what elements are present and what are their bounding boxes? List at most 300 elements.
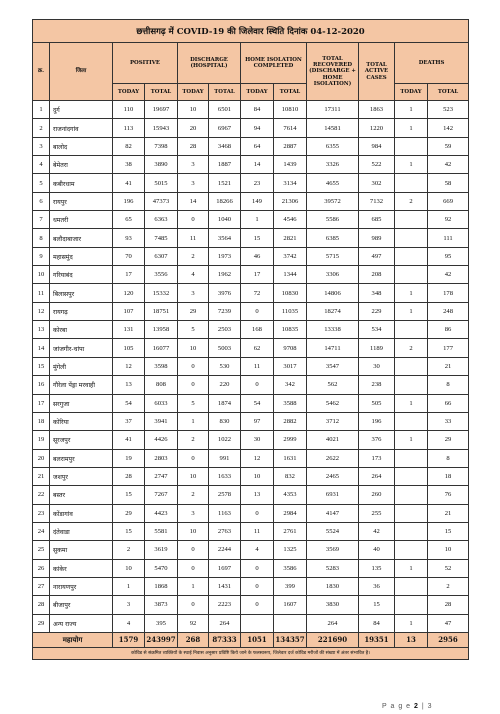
district-cell: अन्य राज्य (50, 614, 113, 632)
positive-total-cell: 13958 (145, 321, 178, 339)
district-cell: जांजगीर-चांपा (50, 339, 113, 357)
covid-district-report (32, 19, 468, 660)
home-isolation-today-cell: 72 (241, 284, 274, 302)
deaths-today-cell: 1 (395, 394, 428, 412)
deaths-today-cell (395, 577, 428, 595)
home-isolation-total-cell: 7614 (274, 119, 307, 137)
positive-total-cell: 19697 (145, 101, 178, 119)
discharge-total-cell: 830 (209, 412, 241, 430)
district-cell: कबीरधाम (50, 174, 113, 192)
discharge-today-cell: 3 (178, 504, 209, 522)
total-recovered-cell: 5524 (307, 522, 359, 540)
total-recovered-cell: 6385 (307, 229, 359, 247)
home-isolation-total-cell: 2821 (274, 229, 307, 247)
table-row (33, 376, 469, 394)
sno-cell: 27 (33, 577, 50, 595)
home-isolation-today-cell: 149 (241, 192, 274, 210)
grand-total-row (33, 632, 469, 647)
positive-today-cell: 2 (113, 541, 145, 559)
total-recovered-cell: 13338 (307, 321, 359, 339)
total-recovered-cell: 1830 (307, 577, 359, 595)
home-isolation-total-cell: 10830 (274, 284, 307, 302)
discharge-total-cell: 1697 (209, 559, 241, 577)
deaths-today-cell (395, 211, 428, 229)
deaths-total-cell: 2 (428, 577, 469, 595)
home-isolation-total-cell: 399 (274, 577, 307, 595)
home-isolation-today-cell: 30 (241, 431, 274, 449)
discharge-total-cell: 1521 (209, 174, 241, 192)
table-row (33, 229, 469, 247)
home-isolation-total-cell: 832 (274, 467, 307, 485)
deaths-total-cell: 177 (428, 339, 469, 357)
home-isolation-total-cell: 10835 (274, 321, 307, 339)
total-recovered-cell: 6355 (307, 137, 359, 155)
discharge-total-cell: 1022 (209, 431, 241, 449)
total-recovered-cell: 4655 (307, 174, 359, 192)
discharge-today-cell: 2 (178, 247, 209, 265)
home-isolation-today-cell: 13 (241, 486, 274, 504)
discharge-today-cell: 10 (178, 101, 209, 119)
district-cell: राजनांदगांव (50, 119, 113, 137)
deaths-total-cell: 18 (428, 467, 469, 485)
positive-total-cell: 3941 (145, 412, 178, 430)
home-isolation-today-cell: 4 (241, 541, 274, 559)
sno-cell: 7 (33, 211, 50, 229)
positive-total-cell: 2803 (145, 449, 178, 467)
deaths-today-cell: 1 (395, 302, 428, 320)
district-cell: बलरामपुर (50, 449, 113, 467)
home-isolation-total-cell: 9708 (274, 339, 307, 357)
active-cases-cell: 505 (359, 394, 395, 412)
positive-today-cell: 113 (113, 119, 145, 137)
positive-total-cell: 3873 (145, 596, 178, 614)
discharge-today-cell: 92 (178, 614, 209, 632)
district-cell: कोरबा (50, 321, 113, 339)
discharge-total-cell: 3976 (209, 284, 241, 302)
deaths-total-cell: 21 (428, 357, 469, 375)
sno-cell: 10 (33, 266, 50, 284)
home-isolation-total-cell: 2999 (274, 431, 307, 449)
positive-today-cell: 196 (113, 192, 145, 210)
deaths-today-total-cell: 13 (395, 632, 428, 647)
active-cases-cell: 348 (359, 284, 395, 302)
active-cases-cell: 7132 (359, 192, 395, 210)
sno-cell: 18 (33, 412, 50, 430)
deaths-today-cell (395, 321, 428, 339)
table-row (33, 486, 469, 504)
home-isolation-today-cell: 14 (241, 156, 274, 174)
home-isolation-total-cell: 3134 (274, 174, 307, 192)
district-cell: बेमेतरा (50, 156, 113, 174)
home-isolation-today-cell: 0 (241, 376, 274, 394)
positive-total-cell: 3556 (145, 266, 178, 284)
home-isolation-today-cell: 168 (241, 321, 274, 339)
discharge-today-cell: 3 (178, 284, 209, 302)
positive-header: POSITIVE (113, 43, 178, 84)
sno-cell: 20 (33, 449, 50, 467)
total-recovered-cell: 4021 (307, 431, 359, 449)
deaths-total-cell: 86 (428, 321, 469, 339)
home-isolation-total-cell: 11035 (274, 302, 307, 320)
deaths-total-cell: 95 (428, 247, 469, 265)
district-cell: मुंगेली (50, 357, 113, 375)
home-isolation-total-cell: 342 (274, 376, 307, 394)
total-recovered-cell: 3306 (307, 266, 359, 284)
home-isolation-total-cell (274, 614, 307, 632)
district-cell: सरगुजा (50, 394, 113, 412)
positive-today-cell: 28 (113, 467, 145, 485)
table-row (33, 266, 469, 284)
deaths-total-cell: 42 (428, 266, 469, 284)
positive-today-cell: 38 (113, 156, 145, 174)
deaths-today-header: TODAY (395, 84, 428, 101)
table-row (33, 614, 469, 632)
discharge-total-cell: 1887 (209, 156, 241, 174)
sno-cell: 14 (33, 339, 50, 357)
positive-total-cell: 16077 (145, 339, 178, 357)
active-cases-header: TOTAL ACTIVE CASES (359, 43, 395, 101)
discharge-today-cell: 10 (178, 522, 209, 540)
deaths-total-cell: 8 (428, 449, 469, 467)
positive-today-cell: 70 (113, 247, 145, 265)
discharge-total-cell: 18266 (209, 192, 241, 210)
discharge-today-cell: 0 (178, 541, 209, 559)
sno-cell: 11 (33, 284, 50, 302)
sno-header: क्र. (33, 43, 50, 101)
table-row (33, 174, 469, 192)
table-row (33, 522, 469, 540)
discharge-today-cell: 29 (178, 302, 209, 320)
home-isolation-today-cell: 11 (241, 357, 274, 375)
total-recovered-cell: 3547 (307, 357, 359, 375)
district-cell: धमतरी (50, 211, 113, 229)
discharge-today-cell: 2 (178, 486, 209, 504)
positive-today-cell: 110 (113, 101, 145, 119)
deaths-today-cell (395, 376, 428, 394)
table-row (33, 394, 469, 412)
deaths-header: DEATHS (395, 43, 469, 84)
table-row (33, 137, 469, 155)
home-isolation-today-cell: 11 (241, 522, 274, 540)
district-cell: बालोद (50, 137, 113, 155)
sno-cell: 19 (33, 431, 50, 449)
discharge-today-cell: 0 (178, 357, 209, 375)
district-cell: रायपुर (50, 192, 113, 210)
home-isolation-total-cell: 10810 (274, 101, 307, 119)
home-isolation-total-cell: 4546 (274, 211, 307, 229)
positive-today-cell: 15 (113, 486, 145, 504)
district-cell: कोरिया (50, 412, 113, 430)
deaths-total-cell: 58 (428, 174, 469, 192)
home-isolation-today-cell: 15 (241, 229, 274, 247)
active-cases-cell: 534 (359, 321, 395, 339)
active-cases-cell: 208 (359, 266, 395, 284)
positive-today-cell: 37 (113, 412, 145, 430)
deaths-total-cell: 92 (428, 211, 469, 229)
active-cases-cell: 36 (359, 577, 395, 595)
deaths-total-cell: 178 (428, 284, 469, 302)
sno-cell: 4 (33, 156, 50, 174)
total-recovered-cell: 5462 (307, 394, 359, 412)
home-isolation-today-cell: 97 (241, 412, 274, 430)
deaths-today-cell: 2 (395, 339, 428, 357)
home-isolation-today-cell: 0 (241, 577, 274, 595)
home-isolation-today-total-cell: 1051 (241, 632, 274, 647)
sno-cell: 25 (33, 541, 50, 559)
active-cases-cell: 229 (359, 302, 395, 320)
total-recovered-cell: 5715 (307, 247, 359, 265)
home-isolation-today-cell: 0 (241, 559, 274, 577)
positive-today-cell: 107 (113, 302, 145, 320)
deaths-total-cell: 248 (428, 302, 469, 320)
home-isolation-header: HOME ISOLATION COMPLETED (241, 43, 307, 84)
discharge-today-cell: 4 (178, 266, 209, 284)
deaths-today-cell: 1 (395, 614, 428, 632)
active-cases-cell: 264 (359, 467, 395, 485)
total-recovered-cell: 2622 (307, 449, 359, 467)
table-row (33, 321, 469, 339)
sno-cell: 12 (33, 302, 50, 320)
district-header: जिला (50, 43, 113, 101)
home-isolation-today-cell: 46 (241, 247, 274, 265)
discharge-total-cell: 2244 (209, 541, 241, 559)
positive-today-cell: 10 (113, 559, 145, 577)
discharge-today-cell: 10 (178, 467, 209, 485)
home-isolation-today-cell: 1 (241, 211, 274, 229)
positive-today-cell: 17 (113, 266, 145, 284)
discharge-total-cell: 991 (209, 449, 241, 467)
discharge-total-cell: 7239 (209, 302, 241, 320)
district-cell: महासमुंद (50, 247, 113, 265)
total-recovered-cell: 3569 (307, 541, 359, 559)
active-cases-cell: 989 (359, 229, 395, 247)
table-row (33, 156, 469, 174)
discharge-today-cell: 3 (178, 174, 209, 192)
positive-today-cell: 41 (113, 431, 145, 449)
positive-today-cell: 12 (113, 357, 145, 375)
positive-today-cell: 4 (113, 614, 145, 632)
deaths-total-cell: 66 (428, 394, 469, 412)
district-cell: गौरेला पेंड्रा मरवाही (50, 376, 113, 394)
sno-cell: 29 (33, 614, 50, 632)
discharge-total-cell: 1962 (209, 266, 241, 284)
district-cell: गरियाबंद (50, 266, 113, 284)
positive-today-cell: 13 (113, 376, 145, 394)
page-footer (382, 703, 433, 710)
active-cases-cell: 522 (359, 156, 395, 174)
positive-total-cell: 3598 (145, 357, 178, 375)
deaths-today-cell (395, 449, 428, 467)
district-cell: जशपुर (50, 467, 113, 485)
positive-today-cell: 54 (113, 394, 145, 412)
deaths-total-cell: 21 (428, 504, 469, 522)
positive-total-cell: 4426 (145, 431, 178, 449)
active-cases-cell: 135 (359, 559, 395, 577)
active-cases-cell: 42 (359, 522, 395, 540)
home-isolation-today-header: TODAY (241, 84, 274, 101)
district-cell: दुर्ग (50, 101, 113, 119)
home-isolation-total-cell: 3588 (274, 394, 307, 412)
total-recovered-cell: 17311 (307, 101, 359, 119)
sno-cell: 26 (33, 559, 50, 577)
positive-total-cell: 7267 (145, 486, 178, 504)
deaths-today-cell (395, 412, 428, 430)
deaths-today-cell (395, 247, 428, 265)
positive-total-cell: 2747 (145, 467, 178, 485)
deaths-today-cell: 2 (395, 192, 428, 210)
home-isolation-today-cell: 62 (241, 339, 274, 357)
discharge-total-total-cell: 87333 (209, 632, 241, 647)
total-recovered-cell: 264 (307, 614, 359, 632)
total-recovered-cell: 5586 (307, 211, 359, 229)
deaths-today-cell: 1 (395, 284, 428, 302)
deaths-total-cell: 669 (428, 192, 469, 210)
home-isolation-total-cell: 3742 (274, 247, 307, 265)
positive-today-cell: 3 (113, 596, 145, 614)
district-cell: रायगढ़ (50, 302, 113, 320)
positive-total-cell: 5581 (145, 522, 178, 540)
positive-total-header: TOTAL (145, 84, 178, 101)
home-isolation-today-cell: 23 (241, 174, 274, 192)
home-isolation-today-cell: 0 (241, 302, 274, 320)
positive-total-cell: 7398 (145, 137, 178, 155)
active-cases-cell: 84 (359, 614, 395, 632)
sno-cell: 1 (33, 101, 50, 119)
discharge-total-cell: 530 (209, 357, 241, 375)
deaths-today-cell: 1 (395, 559, 428, 577)
discharge-today-cell: 2 (178, 431, 209, 449)
deaths-total-cell: 8 (428, 376, 469, 394)
home-isolation-total-cell: 1631 (274, 449, 307, 467)
deaths-today-cell: 1 (395, 101, 428, 119)
discharge-today-cell: 0 (178, 559, 209, 577)
positive-total-cell: 6033 (145, 394, 178, 412)
deaths-today-cell (395, 522, 428, 540)
total-recovered-total-cell: 221690 (307, 632, 359, 647)
positive-total-cell: 5470 (145, 559, 178, 577)
positive-total-cell: 7485 (145, 229, 178, 247)
total-recovered-cell: 39572 (307, 192, 359, 210)
deaths-today-cell (395, 596, 428, 614)
district-cell: बलौदाबाजार (50, 229, 113, 247)
discharge-total-cell: 2578 (209, 486, 241, 504)
active-cases-cell: 255 (359, 504, 395, 522)
total-recovered-cell: 14581 (307, 119, 359, 137)
home-isolation-total-cell: 1607 (274, 596, 307, 614)
discharge-today-cell: 1 (178, 412, 209, 430)
table-row (33, 211, 469, 229)
discharge-total-header: TOTAL (209, 84, 241, 101)
discharge-total-cell: 1163 (209, 504, 241, 522)
home-isolation-total-cell: 21306 (274, 192, 307, 210)
home-isolation-today-cell: 12 (241, 449, 274, 467)
positive-total-cell: 15943 (145, 119, 178, 137)
discharge-total-cell: 3468 (209, 137, 241, 155)
positive-today-cell: 29 (113, 504, 145, 522)
deaths-today-cell (395, 229, 428, 247)
home-isolation-today-cell: 84 (241, 101, 274, 119)
home-isolation-total-cell: 2761 (274, 522, 307, 540)
home-isolation-total-cell: 1344 (274, 266, 307, 284)
total-recovered-cell: 4147 (307, 504, 359, 522)
home-isolation-today-cell: 0 (241, 596, 274, 614)
district-cell: कांकेर (50, 559, 113, 577)
active-cases-total-cell: 19351 (359, 632, 395, 647)
deaths-today-cell (395, 504, 428, 522)
active-cases-cell: 1220 (359, 119, 395, 137)
sno-cell: 21 (33, 467, 50, 485)
sno-cell: 5 (33, 174, 50, 192)
active-cases-cell: 238 (359, 376, 395, 394)
home-isolation-total-cell: 2984 (274, 504, 307, 522)
deaths-today-cell (395, 174, 428, 192)
deaths-today-cell: 1 (395, 431, 428, 449)
discharge-today-cell: 20 (178, 119, 209, 137)
home-isolation-total-cell: 2887 (274, 137, 307, 155)
deaths-today-cell: 1 (395, 119, 428, 137)
positive-total-cell: 3890 (145, 156, 178, 174)
deaths-today-cell (395, 486, 428, 504)
table-row (33, 247, 469, 265)
district-cell: बीजापुर (50, 596, 113, 614)
district-cell: कोंडागांव (50, 504, 113, 522)
positive-today-cell: 93 (113, 229, 145, 247)
discharge-today-header: TODAY (178, 84, 209, 101)
deaths-total-total-cell: 2956 (428, 632, 469, 647)
deaths-total-cell: 33 (428, 412, 469, 430)
discharge-total-cell: 2503 (209, 321, 241, 339)
discharge-total-cell: 1040 (209, 211, 241, 229)
deaths-total-cell: 28 (428, 596, 469, 614)
discharge-today-cell: 0 (178, 449, 209, 467)
home-isolation-total-cell: 3586 (274, 559, 307, 577)
positive-total-cell: 47373 (145, 192, 178, 210)
positive-total-total-cell: 243997 (145, 632, 178, 647)
discharge-total-cell: 264 (209, 614, 241, 632)
sno-cell: 24 (33, 522, 50, 540)
active-cases-cell: 984 (359, 137, 395, 155)
discharge-total-cell: 3564 (209, 229, 241, 247)
discharge-today-cell: 11 (178, 229, 209, 247)
total-recovered-cell: 18274 (307, 302, 359, 320)
deaths-total-cell: 29 (428, 431, 469, 449)
deaths-total-cell: 111 (428, 229, 469, 247)
active-cases-cell: 30 (359, 357, 395, 375)
table-row (33, 339, 469, 357)
active-cases-cell: 173 (359, 449, 395, 467)
total-recovered-cell: 2465 (307, 467, 359, 485)
table-row (33, 596, 469, 614)
table-row (33, 284, 469, 302)
table-row (33, 559, 469, 577)
discharge-total-cell: 1874 (209, 394, 241, 412)
total-recovered-cell: 3326 (307, 156, 359, 174)
total-recovered-cell: 3830 (307, 596, 359, 614)
deaths-total-cell: 523 (428, 101, 469, 119)
total-recovered-cell: 14711 (307, 339, 359, 357)
positive-total-cell: 15332 (145, 284, 178, 302)
deaths-today-cell (395, 541, 428, 559)
sno-cell: 2 (33, 119, 50, 137)
discharge-today-cell: 10 (178, 339, 209, 357)
total-recovered-header: TOTAL RECOVERED (DISCHARGE + HOME ISOLATION) (307, 43, 359, 101)
sno-cell: 3 (33, 137, 50, 155)
district-cell: बस्तर (50, 486, 113, 504)
positive-total-cell: 6307 (145, 247, 178, 265)
deaths-total-cell: 142 (428, 119, 469, 137)
sno-cell: 22 (33, 486, 50, 504)
district-cell: बिलासपुर (50, 284, 113, 302)
